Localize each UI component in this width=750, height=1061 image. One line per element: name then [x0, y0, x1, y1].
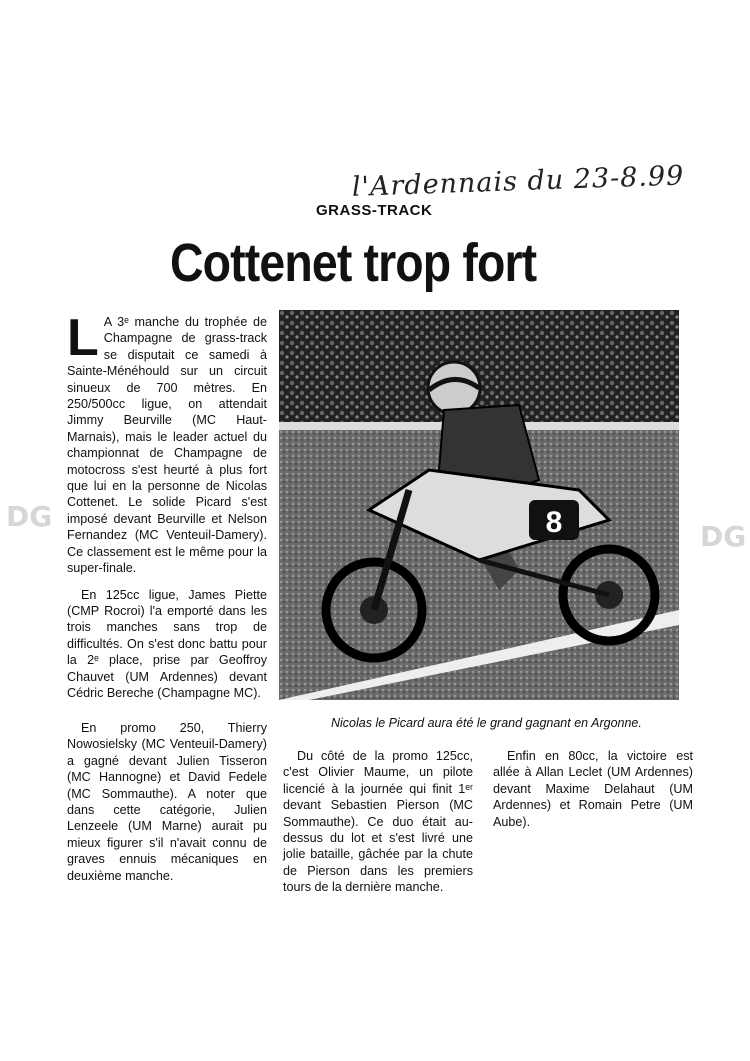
article-column-1b [67, 720, 267, 884]
paragraph-4: Du côté de la promo 125cc, c'est Olivier Maume, un pilote licencié à la journée qui finit 1ᵉʳ devant Sebastien Pierson (MC Sommauthe). Ce duo était au-dessus du lot et s'est livré une jolie bataille, gâchée par la chute de Pierson dans les premiers tours de la dernière manche. [283, 749, 473, 895]
paragraph-3: En promo 250, Thierry Nowosielsky (MC Venteuil-Damery) a gagné devant Julien Tisseron (MC Hannogne) et David Fedele (MC Sommauthe). A noter que dans cette catégorie, Julien Lenzeele (UM Marne) aurait pu mieux figurer s'il n'avait connu de graves ennuis mécaniques en deuxième manche. [67, 721, 267, 883]
article-column-2 [283, 748, 473, 896]
headline: Cottenet trop fort [170, 233, 537, 293]
paragraph-1: A 3ᵉ manche du trophée de Champagne de grass-track se disputait ce samedi à Sainte-Ménéhould sur un circuit sinueux de 700 mètres. En 250/500cc ligue, on attendait Jimmy Beurville (MC Haut-Marnais), mais le leader actuel du championnat de Champagne de motocross s'est heurté à plus fort que lui en la personne de Nicolas Cottenet. Le solide Picard s'est imposé devant Beurville et Nelson Fernandez (MC Venteuil-Damery). Ce classement est le même pour la super-finale. [67, 315, 267, 576]
handwritten-source-note: l'Ardennais du 23-8.99 [351, 160, 685, 203]
section-rubric: GRASS-TRACK [316, 202, 433, 219]
bike-number: 8 [545, 506, 563, 539]
article-photo [279, 310, 679, 700]
watermark-left: DG [6, 500, 53, 533]
drop-cap: L [67, 309, 99, 367]
article-column-3 [493, 748, 693, 830]
paragraph-2: En 125cc ligue, James Piette (CMP Rocroi) l'a emporté dans les trois manches sans trop de difficultés. On s'est donc battu pour la 2ᵉ place, prise par Geoffroy Chauvet (UM Ardennes) devant Cédric Bereche (Champagne MC). [67, 587, 267, 700]
paragraph-5: Enfin en 80cc, la victoire est allée à Allan Leclet (UM Ardennes) devant Maxime Delahaut (UM Ardennes) et Romain Petre (UM Aube). [493, 749, 693, 829]
watermark-right: DG [700, 520, 747, 553]
photo-caption: Nicolas le Picard aura été le grand gagnant en Argonne. [331, 716, 642, 730]
article-column-1 [67, 309, 267, 701]
motocross-rider-image [279, 310, 679, 700]
